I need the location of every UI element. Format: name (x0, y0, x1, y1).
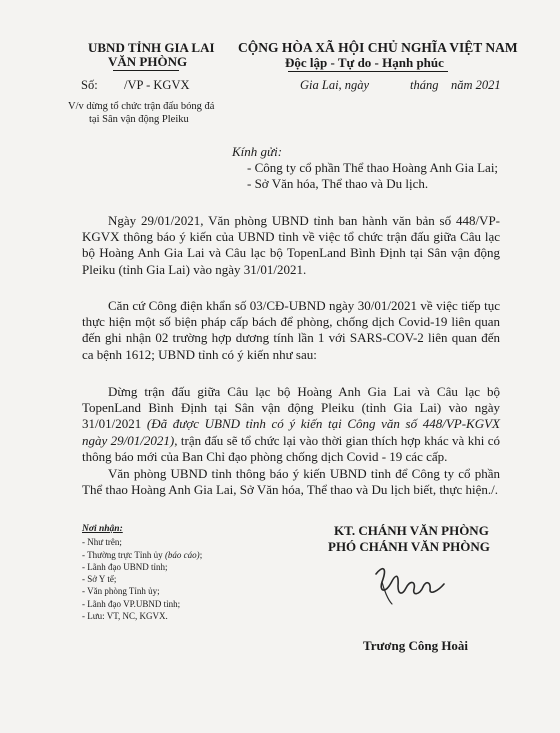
org-underline (113, 70, 179, 71)
distribution-title: Nơi nhận: (82, 524, 123, 534)
body-paragraph-3-c: , trận đấu sẽ tổ chức lại vào thời gian thích hợp khác và khi có thông báo mới của Ban Chỉ đạo phòng chống dịch Covid - 19 các cấp. (82, 432, 501, 464)
nation-title: CỘNG HÒA XÃ HỘI CHỦ NGHĨA VIỆT NAM (238, 40, 518, 55)
org-department: VĂN PHÒNG (108, 54, 188, 69)
date-year: năm 2021 (451, 78, 501, 92)
distribution-item-note: (báo cáo) (164, 549, 200, 560)
signer-name: Trương Công Hoài (363, 638, 469, 653)
distribution-item: - Như trên; (82, 537, 122, 548)
date-place: Gia Lai, ngày (300, 78, 370, 92)
recipient-item: - Công ty cổ phần Thể thao Hoàng Anh Gia Lai; (247, 160, 499, 175)
subject-line-1: V/v dừng tổ chức trận đấu bóng đá (68, 101, 215, 112)
recipient-item: - Sở Văn hóa, Thể thao và Du lịch. (247, 176, 429, 191)
body-paragraph-3 (82, 384, 500, 465)
distribution-item: - Sở Y tế; (82, 574, 117, 585)
body-paragraph-3-a: Dừng trận đấu giữa Câu lạc bộ Hoàng Anh Gia Lai và Câu lạc bộ TopenLand Bình Định tại Sân vận động Pleiku (tỉnh Gia Lai) vào ngày 31/01/2021 (82, 384, 500, 432)
subject-line-2: tại Sân vận động Pleiku (89, 114, 189, 125)
distribution-list (82, 523, 202, 622)
body-paragraph-1: Ngày 29/01/2021, Văn phòng UBND tỉnh ban hành văn bản số 448/VP-KGVX thông báo ý kiến của UBND tỉnh về việc tổ chức trận đấu giữa Câu lạc bộ Hoàng Anh Gia Lai và Câu lạc bộ TopenLand Bình Định tại Sân vận động Pleiku (tỉnh Gia Lai) vào ngày 31/01/2021. (82, 213, 500, 277)
signature-title-1: KT. CHÁNH VĂN PHÒNG (334, 523, 489, 538)
body-paragraph-4: Văn phòng UBND tỉnh thông báo ý kiến UBND tỉnh để Công ty cổ phần Thể thao Hoàng Anh Gia Lai, Sở Văn hóa, Thể thao và Du lịch biết, thực hiện./. (82, 466, 500, 498)
org-name: UBND TỈNH GIA LAI (88, 40, 215, 55)
distribution-item: - Lãnh đạo VP.UBND tỉnh; (82, 598, 181, 609)
date-month: tháng (410, 78, 439, 92)
distribution-item: - Văn phòng Tỉnh ủy; (82, 586, 160, 597)
body-paragraph-2: Căn cứ Công điện khẩn số 03/CĐ-UBND ngày 30/01/2021 về việc tiếp tục thực hiện một số biện pháp cấp bách để phòng, chống dịch Covid-19 liên quan đến ghi nhận 02 trường hợp dương tính lần 1 với SARS-COV-2 liên quan đến ca bệnh 1612; UBND tỉnh có ý kiến như sau: (82, 298, 500, 362)
recipients-label: Kính gửi: (232, 144, 283, 159)
doc-number-label: Số: (81, 78, 98, 92)
distribution-item: - Lưu: VT, NC, KGVX. (82, 611, 168, 622)
distribution-item: - Lãnh đạo UBND tỉnh; (82, 561, 168, 572)
distribution-item: - Thường trực Tỉnh ủy (báo cáo); (82, 549, 203, 560)
body-paragraph-3-reference: (Đã được UBND tỉnh có ý kiến tại Công văn số 448/VP-KGVX ngày 29/01/2021) (82, 416, 500, 448)
nation-motto: Độc lập - Tự do - Hạnh phúc (285, 55, 444, 70)
motto-underline (288, 71, 448, 72)
handwritten-signature (368, 560, 458, 610)
doc-number: /VP - KGVX (124, 78, 190, 92)
signature-title-2: PHÓ CHÁNH VĂN PHÒNG (328, 539, 490, 554)
